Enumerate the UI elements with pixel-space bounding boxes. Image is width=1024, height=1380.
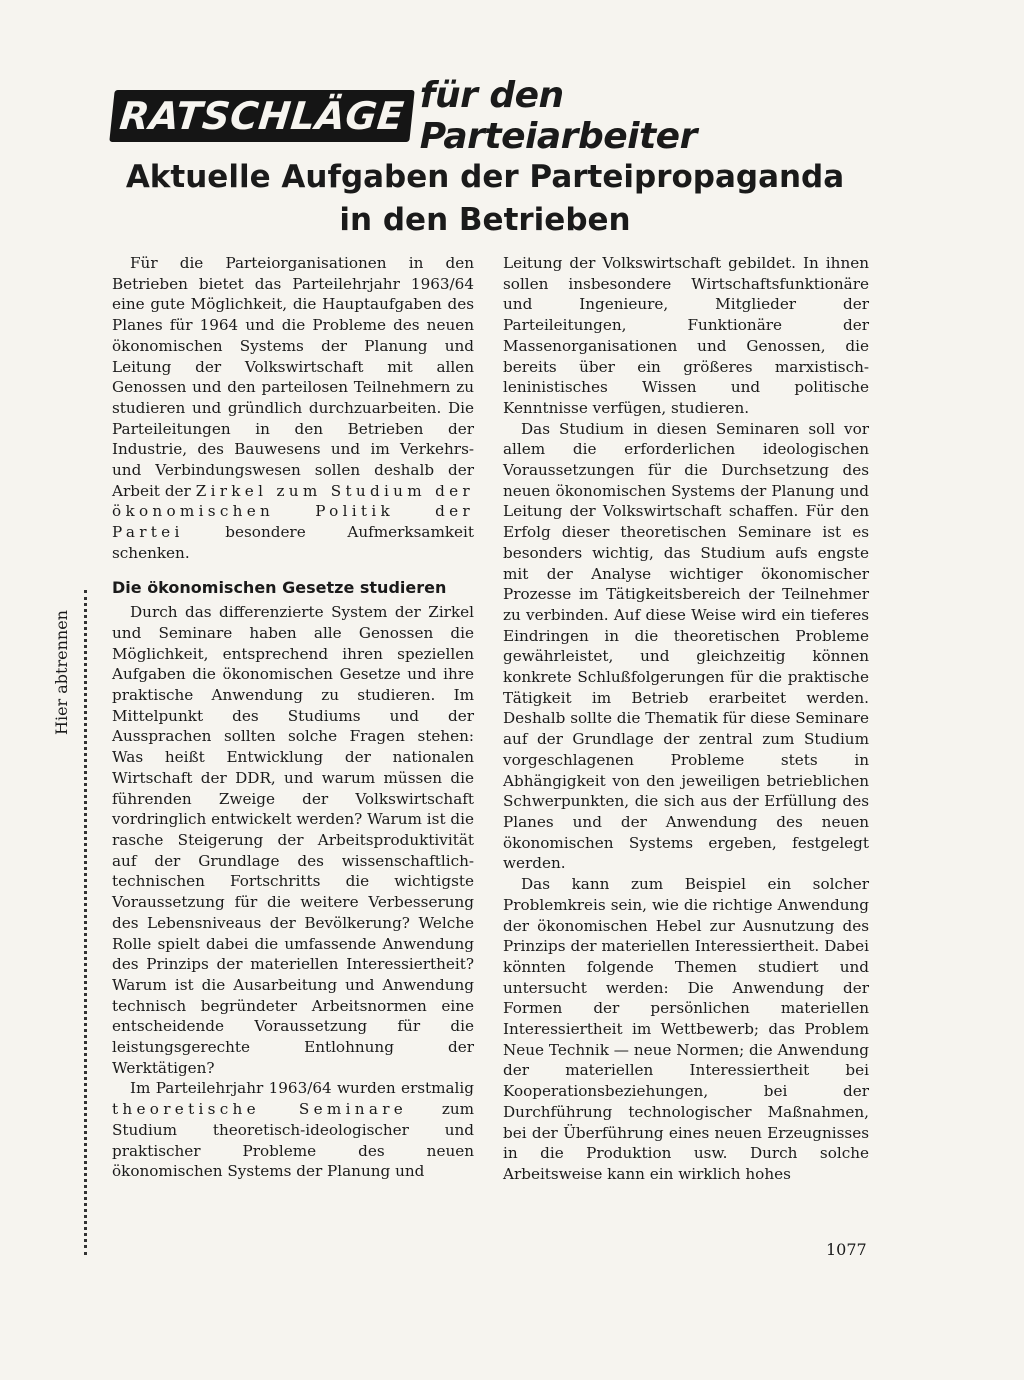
- page-number: 1077: [826, 1240, 867, 1259]
- left-column: [112, 253, 474, 1182]
- paragraph-economic-laws: Durch das differenzierte System der Zirkel und Seminare haben alle Genossen die Möglichkeit, entsprechend ihren speziellen Aufgaben die ökonomischen Gesetze und ihre praktische Anwendung zu studieren. Im Mittelpunkt des Studiums und der Aussprachen sollten solche Fragen stehen: Was heißt Entwicklung der nationalen Wirtschaft der DDR, und warum müssen die führenden Zweige der Volkswirtschaft vordringlich entwickelt werden? Warum ist die rasche Steigerung der Arbeitsproduktivität auf der Grundlage des wissenschaftlich-technischen Fortschritts die wichtigste Voraussetzung für die weitere Verbesserung des Lebensniveaus der Bevölkerung? Welche Rolle spielt dabei die umfassende Anwendung des Prinzips der materiellen Interessiertheit? Warum ist die Ausarbeitung und Anwendung technisch begründeter Arbeitsnormen eine entscheidende Voraussetzung für die leistungsgerechte Entlohnung der Werktätigen?: [112, 603, 474, 1077]
- article-headline: [120, 156, 850, 242]
- tear-off-note: Hier abtrennen: [52, 610, 71, 735]
- paragraph-study-goals: Das Studium in diesen Seminaren soll vor allem die erforderlichen ideologischen Voraussetzungen für die Durchsetzung des neuen ökonomischen Systems der Planung und Leitung der Volkswirtschaft schaffen. Für den Erfolg dieser theoretischen Seminare ist es besonders wichtig, das Studium aufs engste mit der Analyse wichtiger ökonomischer Prozesse im Tätigkeitsbereich der Teilnehmer zu verbinden. Auf diese Weise wird ein tieferes Eindringen in die theoretischen Probleme gewährleistet, und gleichzeitig können konkrete Schlußfolgerungen für die praktische Tätigkeit im Betrieb erarbeitet werden. Deshalb sollte die Thematik für diese Seminare auf der Grundlage der zentral zum Studium vorgeschlagenen Probleme stets in Abhängigkeit von den jeweiligen betrieblichen Schwerpunkten, die sich aus der Erfüllung des Planes und der Anwendung des neuen ökonomischen Systems ergeben, festgelegt werden.: [503, 419, 869, 873]
- seminars-text-b: zum Studium theoretisch-ideologischer und praktischer Probleme des neuen ökonomischen Systems der Planung und: [112, 1100, 475, 1181]
- masthead-subtitle: für den Parteiarbeiter: [419, 75, 697, 157]
- seminars-text-a: Im Parteilehrjahr 1963/64 wurden erstmalig: [130, 1079, 474, 1098]
- tear-off-dotted-line: [84, 590, 87, 1255]
- section-subheading: Die ökonomischen Gesetze studieren: [112, 577, 447, 597]
- masthead-boxed-title: RATSCHLÄGE: [109, 90, 414, 142]
- right-column: [503, 253, 869, 1185]
- paragraph-problem-areas: Das kann zum Beispiel ein solcher Problemkreis sein, wie die richtige Anwendung der ökonomischen Hebel zur Ausnutzung des Prinzips der materiellen Interessiertheit. Dabei könnten folgende Themen studiert und untersucht werden: Die Anwendung der Formen der persönlichen materiellen Interessiertheit im Wettbewerb; das Problem Neue Technik — neue Normen; die Anwendung der materiellen Interessiertheit bei Kooperationsbeziehungen, bei der Durchführung technologischer Maßnahmen, bei der Überführung eines neuen Erzeugnisses in die Produktion usw. Durch solche Arbeitsweise kann ein wirklich hohes: [503, 875, 869, 1183]
- intro-text-b: besondere Aufmerksamkeit schenken.: [112, 523, 474, 562]
- intro-paragraph: [112, 253, 474, 564]
- headline-line-2: in den Betrieben: [339, 202, 631, 238]
- intro-spaced-text: Zirkel zum Studium der ökonomischen Politik der Partei: [112, 481, 474, 542]
- intro-text-a: Für die Parteiorganisationen in den Betrieben bietet das Parteilehrjahr 1963/64 eine gute Möglichkeit, die Hauptaufgaben des Planes für 1964 und die Probleme des neuen ökonomischen Systems der Planung und Leitung der Volkswirtschaft mit allen Genossen und den parteilosen Teilnehmern zu studieren und gründlich durchzuarbeiten. Die Parteileitungen in den Betrieben der Industrie, des Bauwesens und im Verkehrs- und Verbindungswesen sollen deshalb der Arbeit der: [112, 254, 474, 500]
- seminars-spaced-text: theoretische Seminare: [112, 1100, 408, 1119]
- headline-line-1: Aktuelle Aufgaben der Parteipropaganda: [125, 159, 845, 195]
- paragraph-continuation: Leitung der Volkswirtschaft gebildet. In ihnen sollen insbesondere Wirtschaftsfunktionäre und Ingenieure, Mitglieder der Parteileitungen, Funktionäre der Massenorganisationen und Genossen, die bereits über ein größeres marxistisch-leninistisches Wissen und politische Kenntnisse verfügen, studieren.: [503, 254, 869, 417]
- paragraph-seminars: [112, 1078, 474, 1182]
- masthead: [112, 75, 812, 157]
